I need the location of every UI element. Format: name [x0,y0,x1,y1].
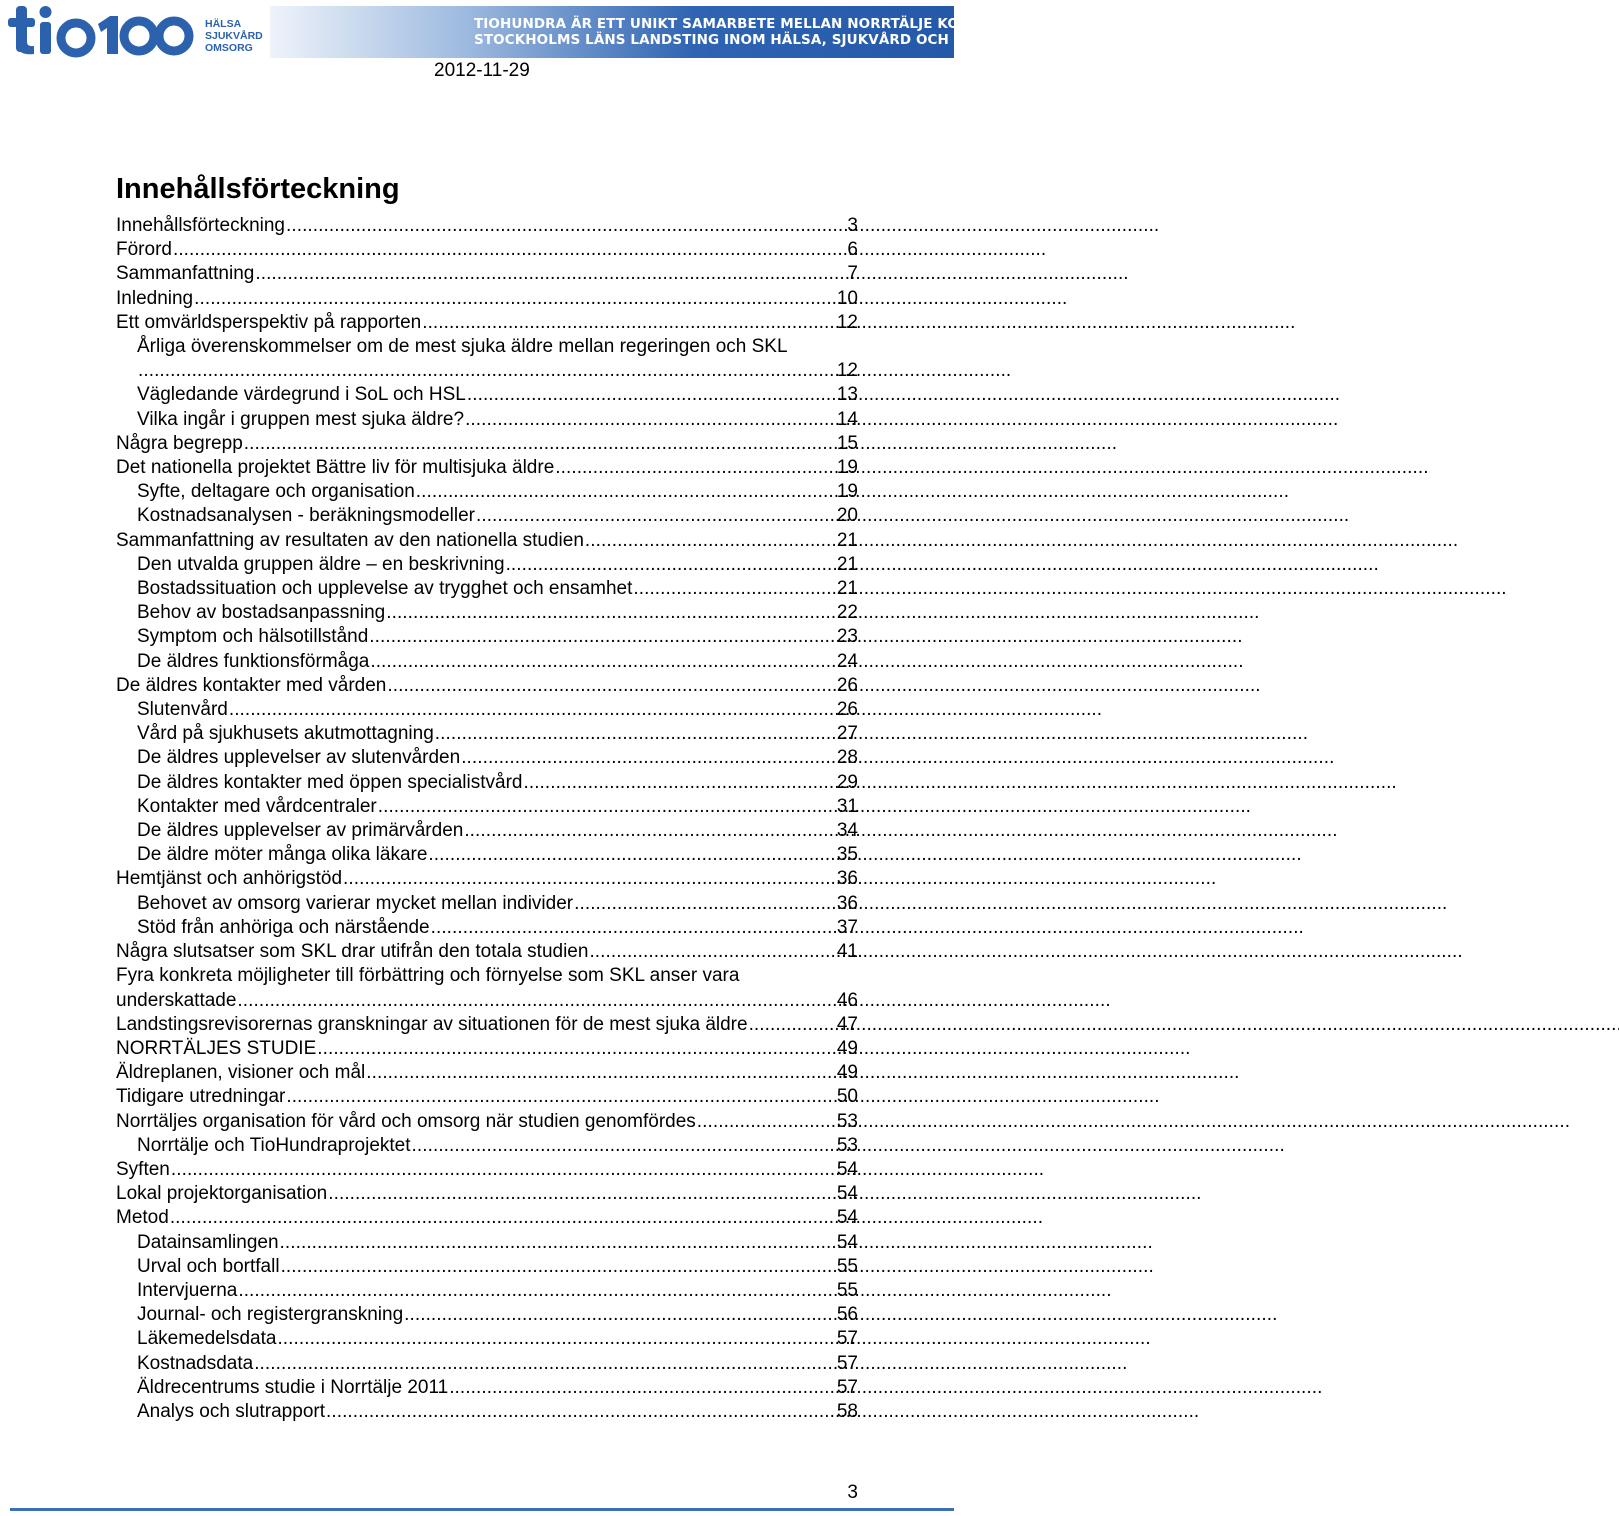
toc-entry-label: Datainsamlingen [137,1231,279,1253]
toc-leader-dots [464,408,837,432]
toc-leader-dots [463,819,837,843]
toc-leader-dots [342,867,837,891]
toc-leader-dots [434,722,837,746]
toc-entry-page: 54 [836,1207,858,1229]
toc-entry-page: 21 [836,553,858,575]
toc-entry-label: Stöd från anhöriga och närstående [137,916,430,938]
toc-entry-label: Syften [116,1158,170,1180]
toc-entry[interactable] [116,529,858,553]
toc-leader-dots [632,577,836,601]
toc-leader-dots [427,843,836,867]
toc-entry[interactable] [116,698,858,722]
toc-leader-dots [253,1352,837,1376]
toc-entry[interactable] [116,819,858,843]
toc-entry-page: 57 [836,1352,858,1374]
table-of-contents [116,214,858,1424]
toc-entry[interactable] [116,1231,858,1255]
toc-entry[interactable] [116,746,858,770]
toc-entry-page: 24 [836,650,858,672]
toc-leader-dots [236,989,836,1013]
toc-entry-page: 6 [847,239,858,261]
toc-entry[interactable] [116,383,858,407]
toc-leader-dots [411,1134,837,1158]
toc-entry-label: Metod [116,1207,169,1229]
toc-entry[interactable] [116,577,858,601]
toc-entry[interactable] [116,625,858,649]
toc-entry[interactable] [116,1158,858,1182]
toc-entry-page: 14 [836,408,858,430]
toc-entry-page: 26 [836,674,858,696]
toc-leader-dots [522,771,836,795]
toc-entry-page: 36 [836,892,858,914]
toc-entry-label: Kontakter med vårdcentraler [137,795,377,817]
toc-entry-page: 19 [836,481,858,503]
toc-entry[interactable] [116,650,858,674]
toc-entry-label: Sammanfattning [116,263,255,285]
toc-entry-page: 21 [836,529,858,551]
toc-entry[interactable] [116,553,858,577]
toc-entry-page: 13 [836,384,858,406]
toc-entry-page: 54 [836,1231,858,1253]
toc-entry[interactable] [116,1303,858,1327]
toc-entry-label: Syfte, deltagare och organisation [137,481,415,503]
toc-leader-dots [169,1206,837,1230]
toc-entry-page: 7 [847,263,858,285]
toc-entry-label: Norrtälje och TioHundraprojektet [137,1134,411,1156]
toc-entry-label: Behov av bostadsanpassning [137,602,386,624]
toc-leader-dots [254,262,847,286]
toc-leader-dots [573,892,837,916]
toc-entry[interactable] [116,1013,858,1037]
toc-entry-page: 3 [847,215,858,236]
toc-entry-label: Behovet av omsorg varierar mycket mellan individer [137,892,574,914]
toc-entry[interactable] [116,1061,858,1085]
toc-entry-label: Kostnadsanalysen - beräkningsmodeller [137,505,475,527]
logo-sub-1: HÄLSA [205,18,242,30]
toc-entry-page: 37 [836,916,858,938]
toc-entry[interactable] [116,1327,858,1351]
toc-entry[interactable] [116,795,858,819]
toc-leader-dots [415,480,837,504]
logo-sub-2: SJUKVÅRD [205,30,263,42]
toc-entry-page: 20 [836,505,858,527]
toc-entry-page: 10 [836,287,858,309]
toc-leader-dots [421,311,837,335]
toc-entry[interactable] [116,940,858,964]
toc-entry[interactable] [116,1376,858,1400]
toc-entry[interactable] [116,1182,858,1206]
toc-entry-page: 12 [836,360,858,382]
toc-leader-dots [377,795,837,819]
toc-leader-dots [584,529,837,553]
toc-entry-page: 19 [836,457,858,479]
header-banner [270,6,1047,58]
toc-entry-label: Slutenvård [137,699,228,721]
toc-entry-page: 29 [836,771,858,793]
toc-entry-page: 23 [836,626,858,648]
toc-entry-label: Landstingsrevisorernas granskningar av situationen för de mest sjuka äldre [116,1013,748,1035]
toc-entry-page: 49 [836,1062,858,1084]
toc-entry-label: Lokal projektorganisation [116,1183,328,1205]
toc-entry-label: De äldre möter många olika läkare [137,844,428,866]
toc-entry[interactable] [116,456,858,480]
toc-entry-page: 15 [836,432,858,454]
toc-entry[interactable] [116,432,858,456]
toc-entry-label: Fyra konkreta möjligheter till förbättring och förnyelse som SKL anser vara [116,965,740,987]
toc-entry[interactable] [116,1206,858,1230]
toc-leader-dots [588,940,836,964]
toc-entry-page: 55 [836,1255,858,1277]
toc-entry[interactable] [116,601,858,625]
page-header [0,0,1047,81]
toc-leader-dots [327,1182,837,1206]
toc-entry-page: 47 [836,1013,858,1035]
toc-entry[interactable] [116,504,858,528]
toc-entry-page: 34 [836,820,858,842]
toc-entry-label: Tidigare utredningar [116,1086,286,1108]
toc-entry-label: De äldres funktionsförmåga [137,650,370,672]
toc-entry-label: Norrtäljes organisation för vård och omsorg när studien genomfördes [116,1110,696,1132]
toc-entry[interactable] [116,238,858,262]
toc-entry-label: Äldreplanen, visioner och mål [116,1062,366,1084]
toc-leader-dots [369,650,837,674]
toc-entry-page: 46 [836,989,858,1011]
toc-entry-page: 27 [836,723,858,745]
toc-leader-dots [403,1303,837,1327]
toc-entry[interactable] [116,1352,858,1376]
toc-entry-page: 56 [836,1304,858,1326]
toc-entry[interactable] [116,480,858,504]
toc-entry-label: Vård på sjukhusets akutmottagning [137,723,434,745]
toc-leader-dots [475,504,837,528]
toc-entry[interactable] [116,771,858,795]
toc-entry[interactable] [116,335,858,383]
toc-entry-page: 54 [836,1158,858,1180]
toc-leader-dots [748,1013,837,1037]
toc-entry-label: Analys och slutrapport [137,1400,325,1422]
banner-line-2: STOCKHOLMS LÄNS LANDSTING INOM HÄLSA, SJUKVÅRD OCH OMSORG [474,32,1022,48]
toc-leader-dots [193,287,837,311]
toc-entry[interactable] [116,892,858,916]
toc-leader-dots [386,674,836,698]
toc-entry-label: Det nationella projektet Bättre liv för multisjuka äldre [116,457,555,479]
toc-entry[interactable] [116,964,858,1012]
toc-entry-page: 50 [836,1086,858,1108]
toc-entry-page: 35 [836,844,858,866]
toc-entry-label: Sammanfattning av resultaten av den nationella studien [116,529,584,551]
toc-entry-label: Äldrecentrums studie i Norrtälje 2011 [137,1376,449,1398]
page-number: 3 [847,1482,858,1503]
toc-entry-page: 26 [836,699,858,721]
toc-entry[interactable] [116,1085,858,1109]
toc-entry-label: Några slutsatser som SKL drar utifrån den totala studien [116,941,589,963]
banner-text [474,16,1047,48]
toc-entry[interactable] [116,311,858,335]
toc-entry-label: Kostnadsdata [137,1352,254,1374]
toc-entry-label: Inledning [116,287,194,309]
toc-entry-label: Bostadssituation och upplevelse av trygghet och ensamhet [137,578,633,600]
toc-entry-label: Intervjuerna [137,1279,238,1301]
toc-entry-label: Vägledande värdegrund i SoL och HSL [137,384,466,406]
toc-entry-label: Läkemedelsdata [137,1328,277,1350]
banner-line-1: TIOHUNDRA ÄR ETT UNIKT SAMARBETE MELLAN NORRTÄLJE KOMMUN OCH [474,16,1047,32]
toc-leader-dots [279,1231,837,1255]
toc-entry[interactable] [116,287,858,311]
toc-entry[interactable] [116,843,858,867]
toc-entry-label: Förord [116,239,172,261]
toc-entry-page: 53 [836,1134,858,1156]
toc-leader-dots [285,1085,837,1109]
toc-heading: Innehållsförteckning [116,173,400,205]
toc-leader-dots [228,698,837,722]
toc-entry-label: Ett omvärldsperspektiv på rapporten [116,311,422,333]
toc-leader-dots [316,1037,837,1061]
toc-leader-dots [430,916,837,940]
toc-entry-page: 31 [836,795,858,817]
toc-entry-page: 58 [836,1400,858,1422]
toc-entry-page: 21 [836,578,858,600]
toc-entry-page: 57 [836,1328,858,1350]
toc-entry-label-cont: underskattade [116,989,237,1011]
footer-rule [10,1508,954,1511]
toc-leader-dots [237,1279,837,1303]
toc-leader-dots [276,1327,836,1351]
toc-leader-dots [243,432,837,456]
toc-entry-label: De äldres upplevelser av primärvården [137,820,464,842]
toc-entry-page: 53 [836,1110,858,1132]
document-date: 2012-11-29 [434,60,530,81]
toc-entry[interactable] [116,1134,858,1158]
toc-entry-page: 12 [836,311,858,333]
toc-leader-dots [385,601,837,625]
toc-leader-dots [460,746,837,770]
toc-entry[interactable] [116,722,858,746]
toc-leader-dots [137,359,837,383]
toc-leader-dots [554,456,837,480]
tio100-logo [6,4,263,62]
toc-leader-dots [325,1400,837,1424]
toc-entry[interactable] [116,674,858,698]
toc-entry-page: 55 [836,1279,858,1301]
toc-entry[interactable] [116,214,858,238]
toc-leader-dots [696,1110,837,1134]
toc-entry-label: NORRTÄLJES STUDIE [116,1037,317,1059]
toc-entry-page: 22 [836,602,858,624]
toc-entry[interactable] [116,1110,858,1134]
toc-entry-label: Journal- och registergranskning [137,1304,404,1326]
toc-entry-page: 36 [836,868,858,890]
toc-entry-label: De äldres kontakter med vården [116,674,387,696]
toc-leader-dots [172,238,847,262]
toc-entry[interactable] [116,1279,858,1303]
toc-entry-label: Den utvalda gruppen äldre – en beskrivning [137,553,505,575]
toc-leader-dots [466,383,837,407]
toc-entry-label: De äldres kontakter med öppen specialistvård [137,771,523,793]
toc-leader-dots [170,1158,837,1182]
toc-entry[interactable] [116,1255,858,1279]
toc-leader-dots [365,1061,837,1085]
toc-entry-label: Årliga överenskommelser om de mest sjuka äldre mellan regeringen och SKL [137,336,788,358]
toc-entry-page: 49 [836,1037,858,1059]
toc-entry[interactable] [116,867,858,891]
toc-entry-page: 57 [836,1376,858,1398]
toc-entry-label: Urval och bortfall [137,1255,280,1277]
toc-leader-dots [448,1376,837,1400]
toc-entry-label: Hemtjänst och anhörigstöd [116,868,343,890]
toc-entry[interactable] [116,262,858,286]
toc-entry[interactable] [116,1037,858,1061]
toc-entry[interactable] [116,916,858,940]
toc-leader-dots [505,553,837,577]
logo-sub-3: OMSORG [205,42,253,54]
toc-entry-page: 28 [836,747,858,769]
toc-entry[interactable] [116,1400,858,1424]
toc-entry-page: 54 [836,1183,858,1205]
toc-entry-label: Några begrepp [116,432,243,454]
toc-leader-dots [280,1255,837,1279]
toc-entry-page: 41 [836,941,858,963]
toc-leader-dots [368,625,837,649]
toc-entry-label: De äldres upplevelser av slutenvården [137,747,461,769]
toc-entry-label: Symptom och hälsotillstånd [137,626,369,648]
toc-entry[interactable] [116,408,858,432]
toc-entry-label: Vilka ingår i gruppen mest sjuka äldre? [137,408,465,430]
toc-leader-dots [285,214,847,238]
toc-entry-label: Innehållsförteckning [116,215,285,236]
